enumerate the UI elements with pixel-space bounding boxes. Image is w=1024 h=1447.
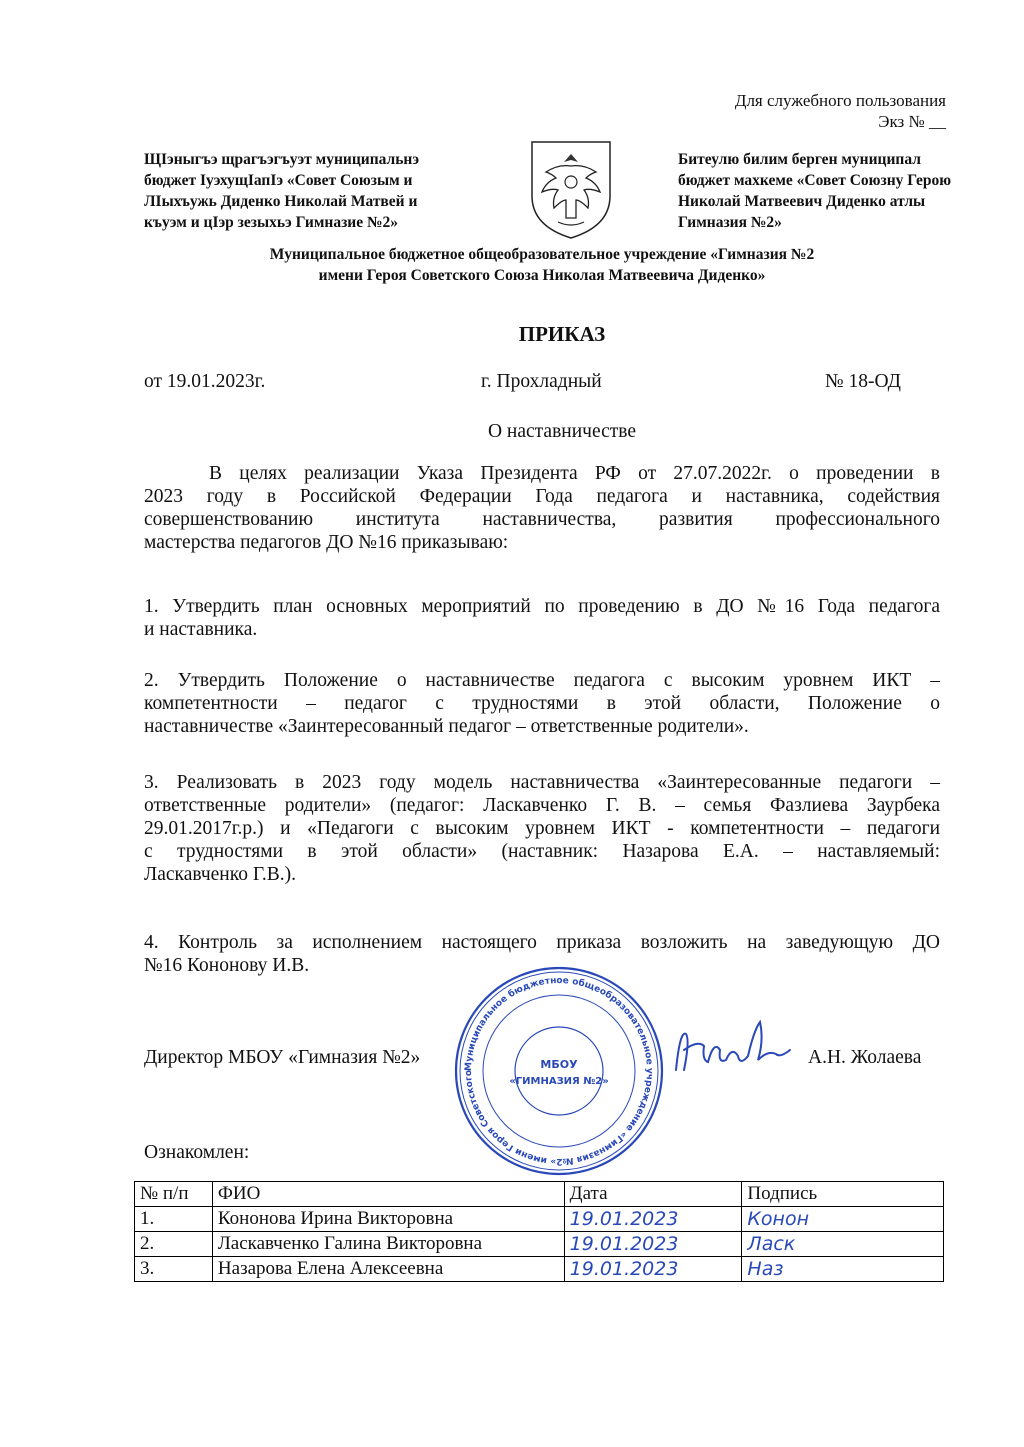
intro-line: мастерства педагогов ДО №16 приказываю:	[144, 532, 509, 553]
intro-line: 2023 году в Российской Федерации Года педагога и наставника, содействия	[144, 486, 940, 507]
column-header: Дата	[564, 1182, 742, 1207]
table-row	[135, 1257, 944, 1282]
order-subject: О наставничестве	[487, 421, 637, 442]
acknowledged-label: Ознакомлен:	[144, 1142, 250, 1163]
order-item-2	[144, 669, 940, 738]
order-item-1	[144, 595, 940, 641]
header-left-line: ЩІэныгъэ щрагъэгъуэт муниципальнэ	[144, 151, 420, 168]
table-row	[135, 1207, 944, 1232]
row-date-handwritten: 19.01.2023	[564, 1232, 742, 1257]
header-left-line: къуэм и цІэр зезыхьэ Гимназие №2»	[144, 214, 399, 231]
table-row	[135, 1232, 944, 1257]
item-line: 1. Утвердить план основных мероприятий по проведению в ДО №16 Года педагога	[144, 596, 940, 617]
item-line: №16 Кононову И.В.	[144, 955, 310, 976]
header-right-line: Николай Матвеевич Диденко атлы	[678, 193, 926, 210]
row-number: 3.	[135, 1257, 213, 1282]
header-right-line: бюджет махкеме «Совет Союзну Герою	[678, 172, 952, 189]
row-name: Назарова Елена Алексеевна	[212, 1257, 564, 1282]
item-line: 2. Утвердить Положение о наставничестве педагога с высоким уровнем ИКТ –	[144, 670, 940, 691]
item-line: наставничестве «Заинтересованный педагог – ответственные родители».	[144, 716, 749, 737]
item-line: ответственные родители» (педагог: Ласкавченко Г. В. – семья Фазлиева Заурбека	[144, 795, 940, 816]
coat-of-arms-icon	[528, 138, 614, 240]
row-signature-handwritten: Конон	[742, 1207, 944, 1232]
stamp-center-line2: «ГИМНАЗИЯ №2»	[509, 1076, 609, 1087]
institution-line: Муниципальное бюджетное общеобразовательное учреждение «Гимназия №2	[269, 246, 815, 263]
institution-name	[30, 244, 1024, 286]
row-date-handwritten: 19.01.2023	[564, 1257, 742, 1282]
copy-number: Экз № __	[878, 112, 946, 131]
institution-line: имени Героя Советского Союза Николая Матвеевича Диденко»	[318, 267, 766, 284]
row-signature-handwritten: Наз	[742, 1257, 944, 1282]
intro-line: В целях реализации Указа Президента РФ от 27.07.2022г. о проведении в	[209, 463, 940, 484]
item-line: и наставника.	[144, 619, 258, 640]
document-title: ПРИКАЗ	[518, 322, 606, 346]
column-header: ФИО	[212, 1182, 564, 1207]
handwritten-signature-icon	[668, 1010, 798, 1090]
header-left	[144, 149, 419, 233]
item-line: 3. Реализовать в 2023 году модель наставничества «Заинтересованные педагоги –	[144, 772, 940, 793]
acknowledgement-table	[134, 1181, 944, 1282]
director-signature	[668, 1010, 798, 1090]
item-line: 29.01.2017г.р.) и «Педагоги с высоким уровнем ИКТ - компетентности – педагоги	[144, 818, 940, 839]
row-signature-handwritten: Ласк	[742, 1232, 944, 1257]
stamp-center-line1: МБОУ	[540, 1058, 578, 1071]
signature-name: А.Н. Жолаева	[808, 1047, 922, 1068]
row-name: Кононова Ирина Викторовна	[212, 1207, 564, 1232]
item-line: Ласкавченко Г.В.).	[144, 864, 297, 885]
item-line: 4. Контроль за исполнением настоящего приказа возложить на заведующую ДО	[144, 932, 940, 953]
official-stamp	[452, 964, 666, 1178]
intro-line: совершенствованию института наставничества, развития профессионального	[144, 509, 940, 530]
table-header-row	[135, 1182, 944, 1207]
row-number: 1.	[135, 1207, 213, 1232]
stamp-icon	[452, 964, 666, 1178]
row-name: Ласкавченко Галина Викторовна	[212, 1232, 564, 1257]
signature-position: Директор МБОУ «Гимназия №2»	[144, 1047, 421, 1068]
row-date-handwritten: 19.01.2023	[564, 1207, 742, 1232]
order-item-3	[144, 771, 940, 886]
item-line: с трудностями в этой области» (наставник: Назарова Е.А. – наставляемый:	[144, 841, 940, 862]
confidentiality-label: Для служебного пользования	[734, 91, 946, 110]
order-number: № 18-ОД	[825, 371, 901, 392]
coat-of-arms-emblem	[528, 138, 614, 240]
header-left-line: бюджет ІуэхущІапІэ «Совет Союзым и	[144, 172, 413, 189]
header-left-line: ЛІыхъужь Диденко Николай Матвей и	[144, 193, 418, 210]
column-header: № п/п	[135, 1182, 213, 1207]
column-header: Подпись	[742, 1182, 944, 1207]
order-date: от 19.01.2023г.	[144, 371, 266, 392]
confidentiality-note	[735, 90, 946, 132]
header-right	[678, 149, 951, 233]
row-number: 2.	[135, 1232, 213, 1257]
stamp-outer-text: Муниципальное бюджетное общеобразовательное учреждение «Гимназия №2» имени Героя Советского	[463, 975, 655, 1167]
order-city: г. Прохладный	[481, 371, 602, 392]
header-right-line: Гимназия №2»	[678, 214, 782, 231]
intro-paragraph	[144, 462, 940, 554]
item-line: компетентности – педагог с трудностями в этой области, Положение о	[144, 693, 940, 714]
header-right-line: Битеулю билим берген муниципал	[678, 151, 921, 168]
